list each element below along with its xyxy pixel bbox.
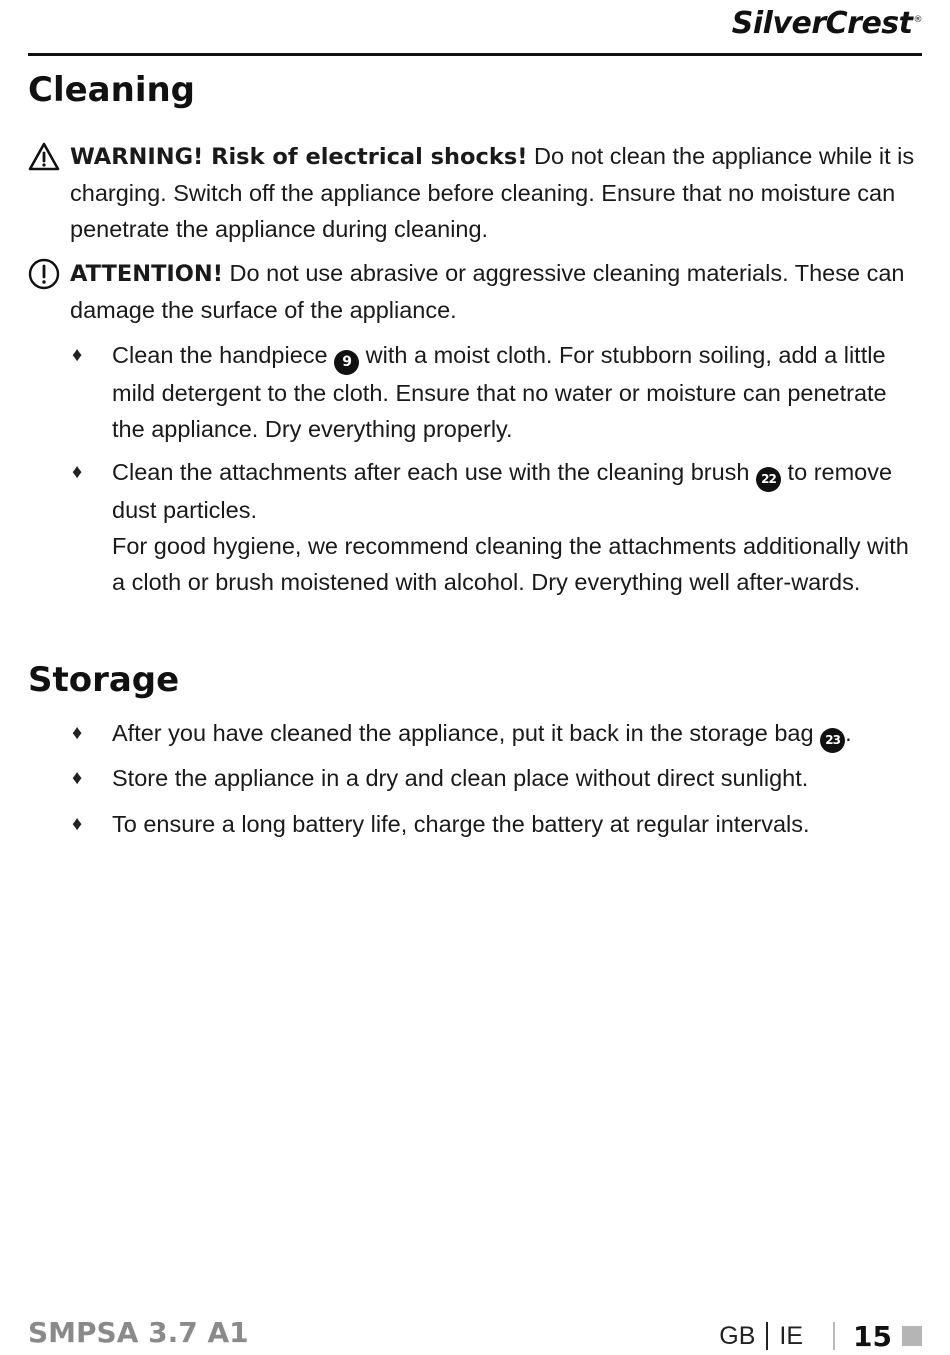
list-item <box>72 760 916 796</box>
model-number: SMPSA 3.7 A1 <box>28 1316 249 1349</box>
footer-pagination <box>719 1318 922 1354</box>
country-code-gb: GB <box>719 1321 756 1350</box>
attention-text: Do not use abrasive or aggressive cleaning materials. These can damage the surface of the appliance. <box>70 260 905 323</box>
attention-label: ATTENTION! <box>70 261 224 287</box>
bullet-text: with a moist cloth. For stubborn soiling, add a little mild detergent to the cloth. Ensure that no water or moisture can penetrate the appliance. Dry everything properly. <box>112 342 887 442</box>
gray-square-marker <box>902 1326 922 1346</box>
attention-notice <box>70 255 916 328</box>
brand-name: SilverCrest <box>731 6 913 41</box>
reference-number-badge: 9 <box>334 350 359 375</box>
footer-divider <box>833 1322 835 1350</box>
bullet-text: Store the appliance in a dry and clean place without direct sunlight. <box>112 765 809 791</box>
reference-number-badge: 23 <box>820 728 845 753</box>
bullet-text: to remove dust particles. <box>112 459 893 523</box>
country-code-ie: IE <box>779 1321 804 1350</box>
list-item <box>72 806 916 842</box>
bullet-text: After you have cleaned the appliance, put it back in the storage bag <box>112 720 821 746</box>
diamond-bullet-icon: ♦ <box>72 813 83 835</box>
bullet-text: . <box>845 720 852 746</box>
reference-number-badge: 22 <box>756 467 781 492</box>
bullet-extra-text: For good hygiene, we recommend cleaning the attachments additionally with a cloth or brush moistened with alcohol. Dry everything well after-wards. <box>112 533 909 595</box>
diamond-bullet-icon: ♦ <box>72 722 83 744</box>
cleaning-title: Cleaning <box>28 70 196 110</box>
diamond-bullet-icon: ♦ <box>72 344 83 366</box>
footer-divider <box>766 1322 768 1350</box>
warning-triangle-icon <box>28 142 60 172</box>
bullet-text: Clean the handpiece <box>112 342 335 368</box>
warning-notice <box>70 138 916 247</box>
warning-text: Do not clean the appliance while it is charging. Switch off the appliance before cleaning. Ensure that no moisture can penetrate the appliance during cleaning. <box>70 143 915 242</box>
brand-logo <box>732 6 922 41</box>
exclamation-circle-icon <box>28 258 60 290</box>
header-rule <box>28 53 922 56</box>
list-item <box>72 454 916 600</box>
list-item <box>72 715 916 753</box>
list-item <box>72 337 916 447</box>
warning-label: WARNING! Risk of electrical shocks! <box>70 144 528 170</box>
diamond-bullet-icon: ♦ <box>72 767 83 789</box>
bullet-text: To ensure a long battery life, charge the battery at regular intervals. <box>112 811 810 837</box>
page-number: 15 <box>853 1319 892 1353</box>
diamond-bullet-icon: ♦ <box>72 461 83 483</box>
storage-title: Storage <box>28 660 180 700</box>
bullet-text: Clean the attachments after each use with the cleaning brush <box>112 459 757 485</box>
registered-mark: ® <box>913 15 922 25</box>
